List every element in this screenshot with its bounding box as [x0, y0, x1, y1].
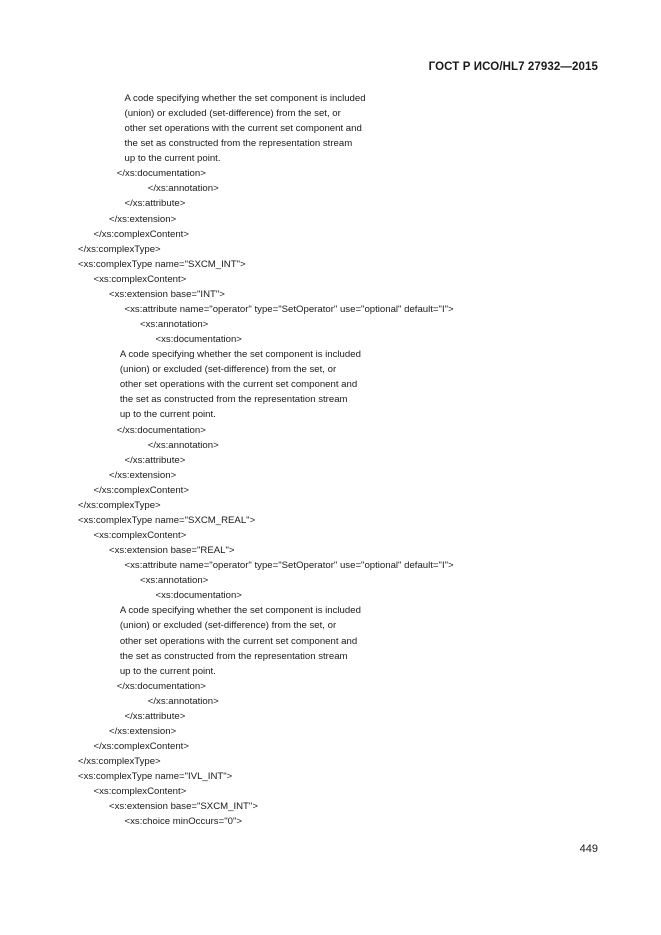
code-line: <xs:annotation>: [140, 319, 209, 331]
code-line: </xs:complexContent>: [93, 741, 189, 752]
code-line: </xs:annotation>: [147, 439, 219, 451]
code-line: <xs:complexType name="IVL_INT">: [78, 771, 233, 783]
code-line: <xs:extension base="SXCM_INT">: [109, 801, 258, 813]
code-line: </xs:attribute>: [124, 198, 186, 210]
code-line: </xs:annotation>: [147, 183, 219, 195]
code-line: </xs:extension>: [109, 469, 177, 481]
page-number: 449: [579, 843, 598, 855]
code-line: the set as constructed from the representation stream: [119, 650, 348, 662]
code-line: </xs:complexType>: [78, 499, 161, 511]
code-line: A code specifying whether the set component is included: [119, 349, 361, 361]
code-line: up to the current point.: [119, 665, 216, 677]
code-line: <xs:annotation>: [140, 575, 209, 587]
code-line: </xs:documentation>: [116, 680, 206, 692]
code-line: (union) or excluded (set-difference) from the set, or: [119, 620, 337, 632]
code-line: A code specifying whether the set component is included: [124, 93, 366, 104]
code-line: up to the current point.: [124, 153, 221, 165]
code-line: <xs:complexType name="SXCM_REAL">: [78, 514, 256, 526]
code-line: </xs:complexContent>: [93, 228, 189, 240]
code-line: <xs:choice minOccurs="0">: [124, 816, 242, 828]
code-line: <xs:complexContent>: [93, 530, 187, 542]
code-line: up to the current point.: [119, 409, 216, 421]
code-line: A code specifying whether the set component is included: [119, 605, 361, 617]
code-line: <xs:extension base="INT">: [109, 288, 225, 300]
code-line: </xs:documentation>: [116, 424, 206, 436]
code-line: </xs:attribute>: [124, 454, 186, 466]
code-line: <xs:documentation>: [155, 590, 242, 602]
code-line: </xs:extension>: [109, 213, 177, 225]
code-line: <xs:attribute name="operator" type="SetOperator" use="optional" default="I">: [124, 303, 454, 315]
code-line: </xs:complexContent>: [93, 484, 189, 496]
document-standard-header: ГОСТ Р ИСО/HL7 27932—2015: [428, 61, 598, 73]
code-line: <xs:attribute name="operator" type="SetOperator" use="optional" default="I">: [124, 560, 454, 572]
code-line: <xs:complexType name="SXCM_INT">: [78, 258, 246, 270]
code-line: <xs:complexContent>: [93, 786, 187, 798]
code-line: other set operations with the current set component and: [124, 123, 362, 135]
code-line: </xs:annotation>: [147, 695, 219, 707]
code-line: <xs:extension base="REAL">: [109, 545, 235, 557]
code-line: </xs:complexType>: [78, 756, 161, 768]
code-line: <xs:documentation>: [155, 334, 242, 346]
code-line: </xs:attribute>: [124, 710, 186, 722]
code-line: the set as constructed from the representation stream: [124, 138, 353, 150]
code-line: </xs:extension>: [109, 725, 177, 737]
code-line: </xs:complexType>: [78, 243, 161, 255]
code-line: </xs:documentation>: [116, 168, 206, 180]
code-line: (union) or excluded (set-difference) from the set, or: [119, 364, 337, 376]
code-line: <xs:complexContent>: [93, 273, 187, 285]
code-line: other set operations with the current set component and: [119, 379, 358, 391]
code-line: (union) or excluded (set-difference) from the set, or: [124, 108, 341, 120]
code-line: other set operations with the current set component and: [119, 635, 358, 647]
code-line: the set as constructed from the representation stream: [119, 394, 348, 406]
